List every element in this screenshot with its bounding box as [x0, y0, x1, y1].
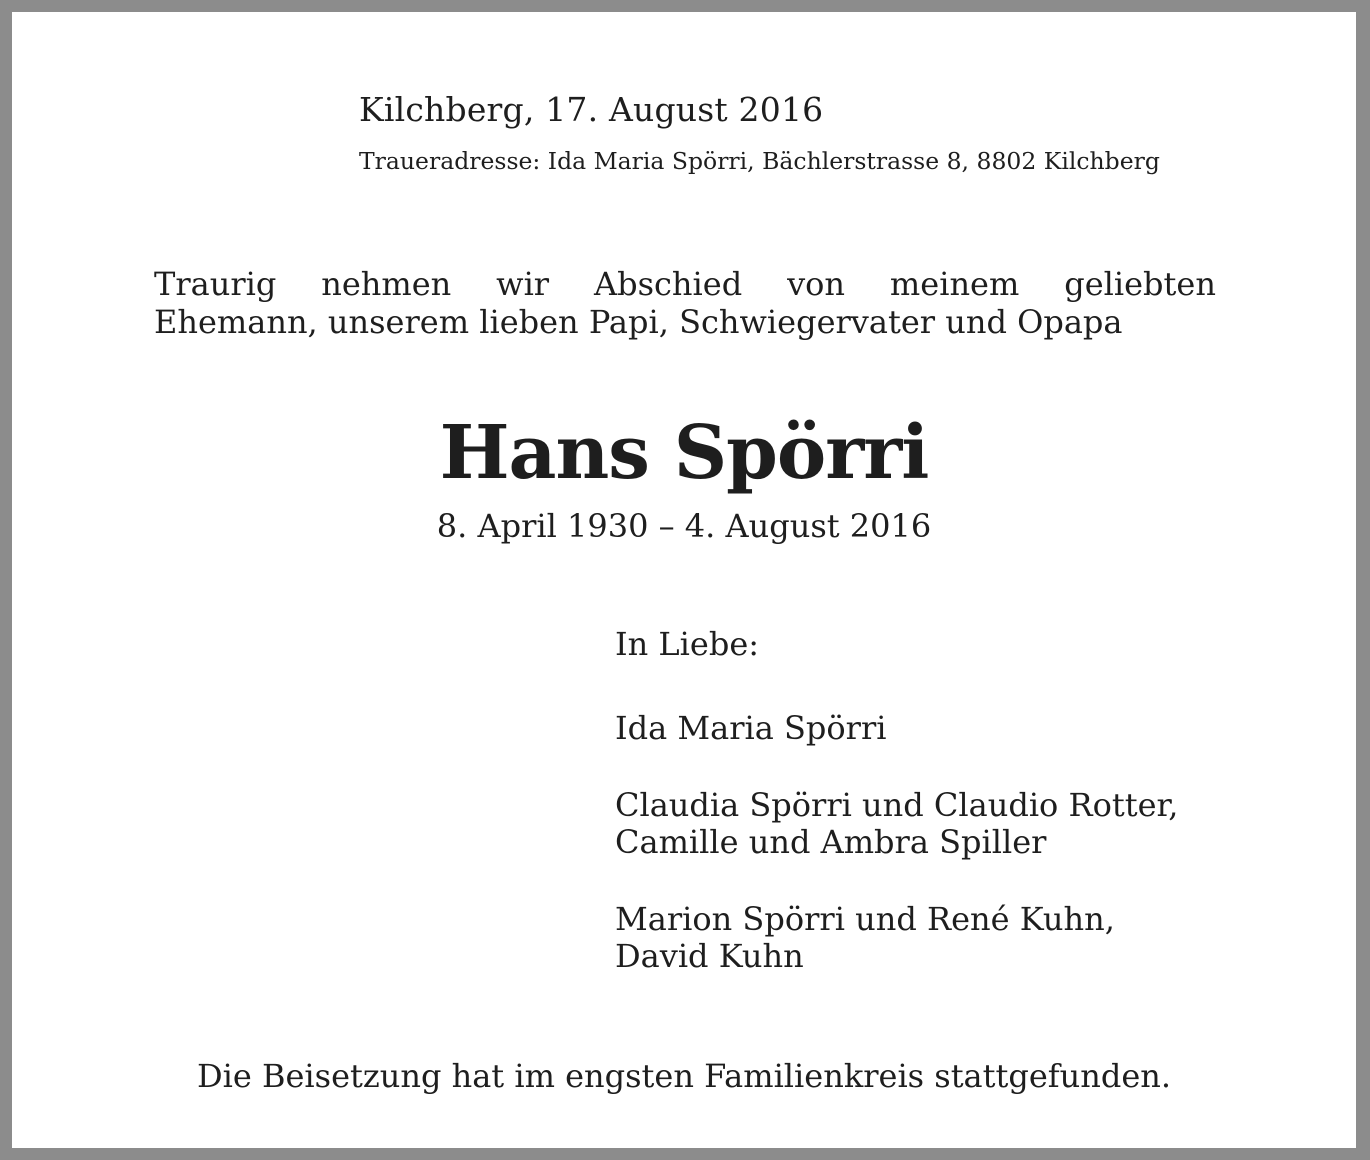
- intro-word: Traurig: [154, 265, 277, 303]
- intro-word: von: [787, 265, 846, 303]
- intro-word: Abschied: [593, 265, 743, 303]
- mourner-group: [615, 787, 1178, 861]
- intro-line-2: Ehemann, unserem lieben Papi, Schwiegervater und Opapa: [154, 303, 1123, 341]
- mourner-group: [615, 901, 1178, 975]
- obituary-page: [12, 12, 1356, 1148]
- mourner-line: Ida Maria Spörri: [615, 709, 887, 747]
- mourner-line: David Kuhn: [615, 937, 804, 975]
- intro-word: nehmen: [321, 265, 452, 303]
- closing-note: Die Beisetzung hat im engsten Familienkreis stattgefunden.: [196, 1057, 1172, 1095]
- intro-line-1: [154, 265, 1216, 303]
- mourners-list: [615, 626, 1178, 1015]
- intro-word: wir: [496, 265, 550, 303]
- intro-word: geliebten: [1064, 265, 1216, 303]
- mourner-line: Claudia Spörri und Claudio Rotter,: [615, 786, 1179, 824]
- mourner-group: [615, 710, 1178, 747]
- intro-text: [154, 265, 1216, 341]
- place-date: Kilchberg, 17. August 2016: [359, 90, 824, 129]
- mourner-line: Camille und Ambra Spiller: [615, 823, 1047, 861]
- mourners-heading: In Liebe:: [615, 625, 760, 663]
- deceased-name: Hans Spörri: [439, 410, 929, 496]
- mourner-line: Marion Spörri und René Kuhn,: [615, 900, 1115, 938]
- lifespan-dates: 8. April 1930 – 4. August 2016: [436, 507, 932, 545]
- mourning-address: Traueradresse: Ida Maria Spörri, Bächlerstrasse 8, 8802 Kilchberg: [359, 147, 1160, 175]
- intro-word: meinem: [889, 265, 1020, 303]
